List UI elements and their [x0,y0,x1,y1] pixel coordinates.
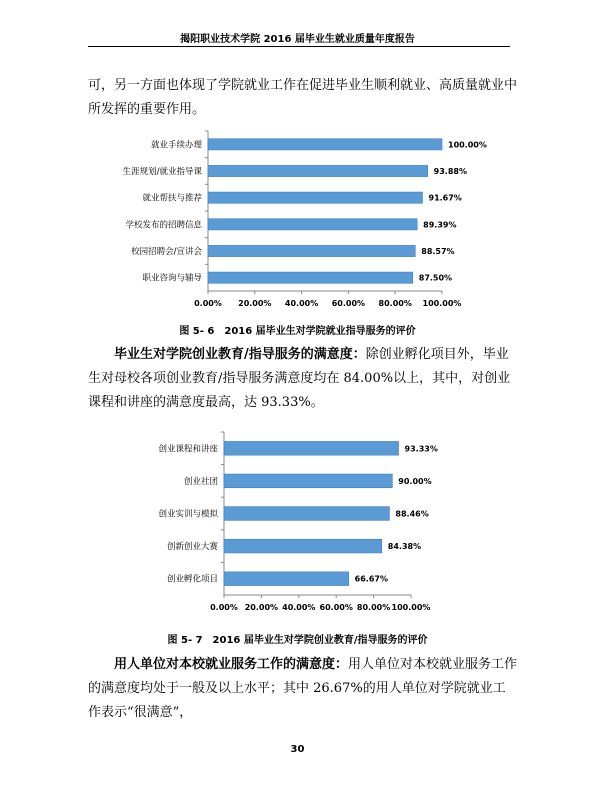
chart-bar [224,507,389,521]
figure-caption-5-6: 图 5- 6 2016 届毕业生对学院就业指导服务的评价 [179,326,416,337]
chart-data-label: 91.67% [428,193,462,203]
figure-caption-5-7: 图 5- 7 2016 届毕业生对学院创业教育/指导服务的评价 [167,635,428,646]
chart-category-label: 职业咨询与辅导 [142,273,202,284]
chart-bar [224,441,399,455]
paragraph-1: 可，另一方面也体现了学院就业工作在促进毕业生顺利就业、高质量就业中所发挥的重要作用。 [88,78,518,117]
chart-data-label: 88.46% [395,509,429,519]
chart-category-label: 创业社团 [183,476,218,487]
chart-data-label: 89.39% [423,220,457,230]
chart-x-tick-label: 0.00% [194,299,222,308]
chart-data-label: 93.33% [404,444,438,454]
chart-x-tick-label: 20.00% [238,299,272,308]
chart-data-label: 93.88% [433,167,468,176]
chart-x-tick-label: 100.00% [391,603,431,612]
chart-bar [224,474,392,488]
chart-bar [224,572,349,586]
chart-data-label: 66.67% [354,574,389,584]
paragraph-2-lead: 毕业生对学院创业教育/指导服务的满意度： [114,347,366,362]
chart-x-tick-label: 40.00% [282,603,316,612]
chart-category-label: 学校发布的招聘信息 [125,220,202,231]
chart-data-label: 100.00% [448,140,487,150]
paragraph-3 [88,653,518,725]
chart-x-tick-label: 0.00% [210,603,238,612]
page-number: 30 [290,744,305,755]
chart-category-label: 创新创业大赛 [166,542,218,553]
chart-data-label: 84.38% [387,542,422,552]
chart-x-tick-label: 40.00% [284,299,319,308]
chart-x-tick-label: 60.00% [319,603,353,612]
chart-bar [224,539,382,553]
chart-x-tick-label: 20.00% [244,603,279,612]
chart-category-label: 就业手续办理 [150,140,202,151]
paragraph-3-lead: 用人单位对本校就业服务工作的满意度： [114,657,349,672]
chart-x-tick-label: 80.00% [378,299,412,308]
chart-category-label: 创业实训与模拟 [158,509,218,520]
chart-category-label: 创业课程和讲座 [158,444,218,455]
chart-category-label: 创业孵化项目 [166,574,218,585]
chart-data-label: 88.57% [421,247,455,256]
chart-x-tick-label: 100.00% [422,299,462,308]
chart-x-tick-label: 60.00% [331,299,366,308]
page-header-title: 揭阳职业技术学院 2016 届毕业生就业质量年度报告 [180,34,415,45]
paragraph-3-body: 用人单位对本校就业服务工作的满意度均处于一般及以上水平；其中 26.67%的用人单位对学院就业工作表示“很满意”， [88,657,518,720]
chart-data-label: 87.50% [418,273,453,283]
chart-category-label: 校园招聘会/宣讲会 [131,247,202,257]
chart-data-label: 90.00% [398,476,432,486]
chart-category-label: 生涯规划/就业指导课 [122,167,202,177]
chart-x-tick-label: 80.00% [356,603,391,612]
paragraph-2-body: 除创业孵化项目外，毕业生对母校各项创业教育/指导服务满意度均在 84.00%以上，其中，对创业课程和讲座的满意度最高，达 93.33%。 [88,347,511,410]
chart-category-label: 就业帮扶与推荐 [142,193,202,204]
